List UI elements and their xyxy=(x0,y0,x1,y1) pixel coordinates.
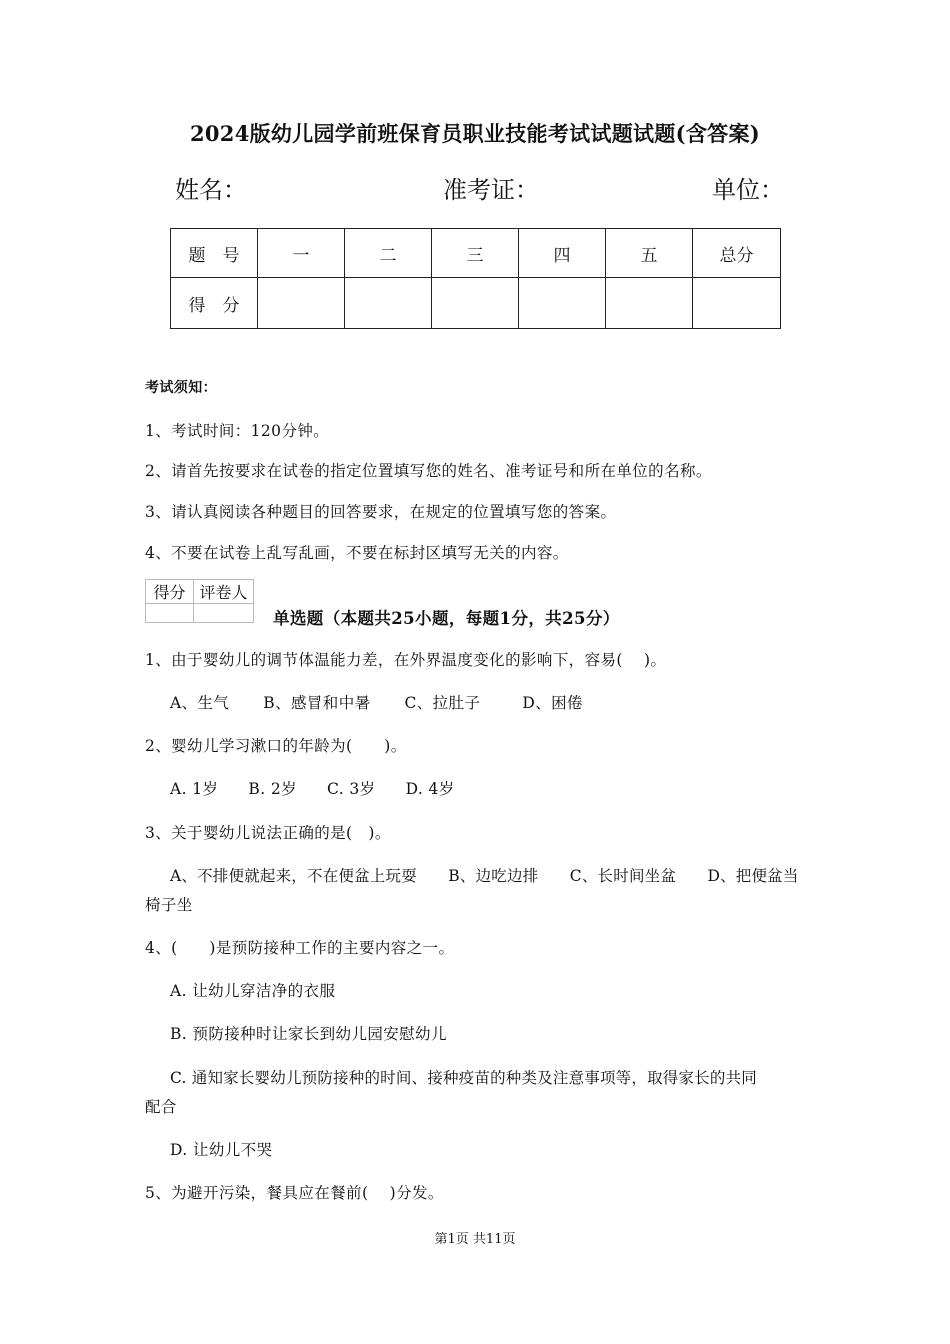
question-stem: 2、婴幼儿学习漱口的年龄为( )。 xyxy=(145,737,407,755)
score-cell[interactable] xyxy=(345,278,432,329)
option: B. 2岁 xyxy=(248,780,298,798)
score-cell[interactable] xyxy=(693,278,781,329)
notice-heading: 考试须知： xyxy=(145,380,217,396)
score-cell[interactable] xyxy=(519,278,606,329)
score-table-header-cell: 题 号 xyxy=(171,229,258,278)
option: B. 预防接种时让家长到幼儿园安慰幼儿 xyxy=(170,1025,447,1043)
score-table-header-cell: 一 xyxy=(258,229,345,278)
question-stem: 4、( )是预防接种工作的主要内容之一。 xyxy=(145,939,455,957)
question-stem: 1、由于婴幼儿的调节体温能力差，在外界温度变化的影响下，容易( )。 xyxy=(145,651,667,669)
grader-score-label: 得分 xyxy=(146,580,194,604)
option: B、感冒和中暑 xyxy=(263,694,371,712)
score-table-row-label: 得 分 xyxy=(171,278,258,329)
score-table-header-cell: 总分 xyxy=(693,229,781,278)
option-continued: 配合 xyxy=(145,1098,177,1116)
score-table xyxy=(170,228,781,329)
score-table-header-cell: 二 xyxy=(345,229,432,278)
exam-id-label: 准考证： xyxy=(443,176,539,204)
score-cell[interactable] xyxy=(606,278,693,329)
grader-score-cell[interactable] xyxy=(146,604,194,623)
question-stem: 5、为避开污染，餐具应在餐前( )分发。 xyxy=(145,1184,444,1202)
score-table-header-row xyxy=(171,229,781,278)
option: D. 让幼儿不哭 xyxy=(170,1141,273,1159)
unit-label: 单位： xyxy=(712,176,784,204)
notice-item: 3、请认真阅读各种题目的回答要求，在规定的位置填写您的答案。 xyxy=(145,503,617,521)
notice-item: 1、考试时间：120分钟。 xyxy=(145,422,330,440)
score-table-header-cell: 四 xyxy=(519,229,606,278)
option: D、困倦 xyxy=(522,694,583,712)
notice-item: 4、不要在试卷上乱写乱画，不要在标封区填写无关的内容。 xyxy=(145,544,569,562)
question-options xyxy=(170,691,583,713)
option: C、拉肚子 xyxy=(404,694,481,712)
grader-reviewer-cell[interactable] xyxy=(194,604,254,623)
option: A. 让幼儿穿洁净的衣服 xyxy=(170,982,336,1000)
option: C. 3岁 xyxy=(327,780,376,798)
question-stem: 3、关于婴幼儿说法正确的是( )。 xyxy=(145,824,391,842)
option: A、生气 xyxy=(170,694,230,712)
grader-reviewer-label: 评卷人 xyxy=(194,580,254,604)
page-footer: 第1页 共11页 xyxy=(434,1232,516,1247)
question-options: A、不排便就起来，不在便盆上玩耍 B、边吃边排 C、长时间坐盆 D、把便盆当 xyxy=(170,867,799,885)
option: D. 4岁 xyxy=(405,780,455,798)
score-table-score-row xyxy=(171,278,781,329)
section-title: 单选题（本题共25小题，每题1分，共25分） xyxy=(273,609,620,628)
name-label: 姓名： xyxy=(175,176,247,204)
page-title: 2024版幼儿园学前班保育员职业技能考试试题试题(含答案) xyxy=(189,121,761,146)
grader-box xyxy=(145,579,254,623)
score-cell[interactable] xyxy=(432,278,519,329)
question-options xyxy=(170,777,455,799)
score-table-header-cell: 五 xyxy=(606,229,693,278)
notice-item: 2、请首先按要求在试卷的指定位置填写您的姓名、准考证号和所在单位的名称。 xyxy=(145,462,712,480)
option: C. 通知家长婴幼儿预防接种的时间、接种疫苗的种类及注意事项等，取得家长的共同 xyxy=(170,1069,757,1087)
score-cell[interactable] xyxy=(258,278,345,329)
score-table-header-cell: 三 xyxy=(432,229,519,278)
option: A. 1岁 xyxy=(170,780,219,798)
question-options-continued: 椅子坐 xyxy=(145,896,193,914)
